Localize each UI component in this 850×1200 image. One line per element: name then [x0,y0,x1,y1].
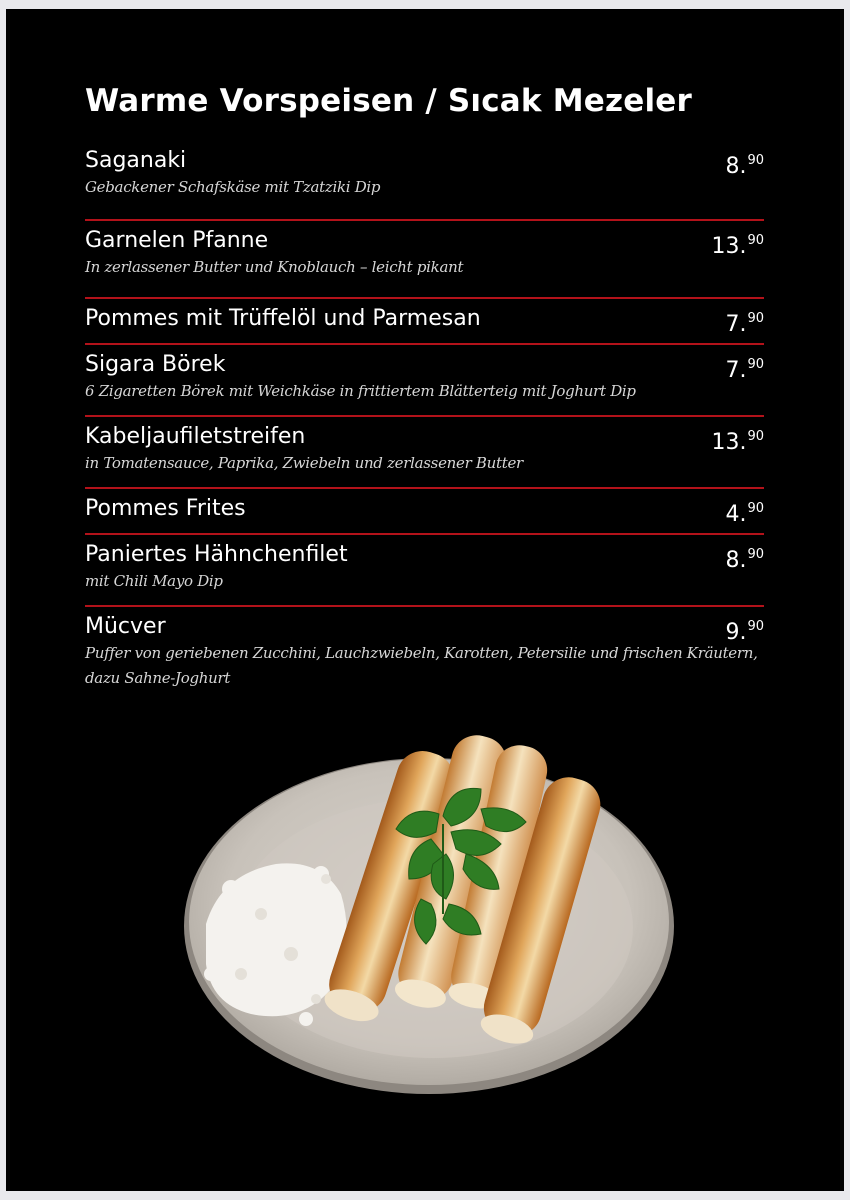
item-name: Sigara Börek [85,352,226,377]
menu-item-muecver [85,607,764,691]
price-main: 7. [725,358,747,383]
price-main: 13. [711,430,747,455]
item-price [725,495,764,529]
menu-item-sigara-boerek [85,345,764,417]
price-main: 13. [711,234,747,259]
item-price [725,351,764,385]
price-main: 7. [725,312,747,337]
menu-item-haehnchenfilet [85,535,764,607]
item-name: Mücver [85,614,166,639]
item-name: Saganaki [85,148,187,173]
item-name: Pommes mit Trüffelöl und Parmesan [85,306,481,331]
item-description: in Tomatensauce, Paprika, Zwiebeln und zerlassener Butter [85,454,523,472]
menu-list [85,147,764,691]
item-name: Pommes Frites [85,496,246,521]
item-price [725,541,764,575]
item-name: Garnelen Pfanne [85,228,269,253]
price-cents: 90 [747,429,764,444]
price-main: 8. [725,154,747,179]
menu-item-kabeljau [85,417,764,489]
item-price [711,423,764,457]
item-description: Gebackener Schafskäse mit Tzatziki Dip [85,178,381,196]
item-price [725,305,764,339]
food-photo [181,714,676,1094]
price-main: 9. [725,620,747,645]
price-cents: 90 [747,357,764,372]
price-cents: 90 [747,311,764,326]
price-main: 8. [725,548,747,573]
item-description: In zerlassener Butter und Knoblauch – leicht pikant [85,258,464,276]
item-price [725,613,764,647]
item-price [725,147,764,181]
price-cents: 90 [747,233,764,248]
price-cents: 90 [747,501,764,516]
menu-item-pommes-frites [85,489,764,535]
price-cents: 90 [747,619,764,634]
price-cents: 90 [747,153,764,168]
item-price [711,227,764,261]
price-cents: 90 [747,547,764,562]
menu-page [6,9,844,1191]
item-description: 6 Zigaretten Börek mit Weichkäse in frittiertem Blätterteig mit Joghurt Dip [85,382,636,400]
price-main: 4. [725,502,747,527]
menu-item-pommes-trueffel [85,299,764,345]
menu-title: Warme Vorspeisen / Sıcak Mezeler [85,83,692,119]
menu-item-saganaki [85,147,764,221]
item-name: Paniertes Hähnchenfilet [85,542,348,567]
menu-item-garnelen-pfanne [85,221,764,299]
item-name: Kabeljaufiletstreifen [85,424,306,449]
item-description: Puffer von geriebenen Zucchini, Lauchzwiebeln, Karotten, Petersilie und frischen Kräutern, dazu Sahne-Joghurt [85,644,758,687]
item-description: mit Chili Mayo Dip [85,572,223,590]
